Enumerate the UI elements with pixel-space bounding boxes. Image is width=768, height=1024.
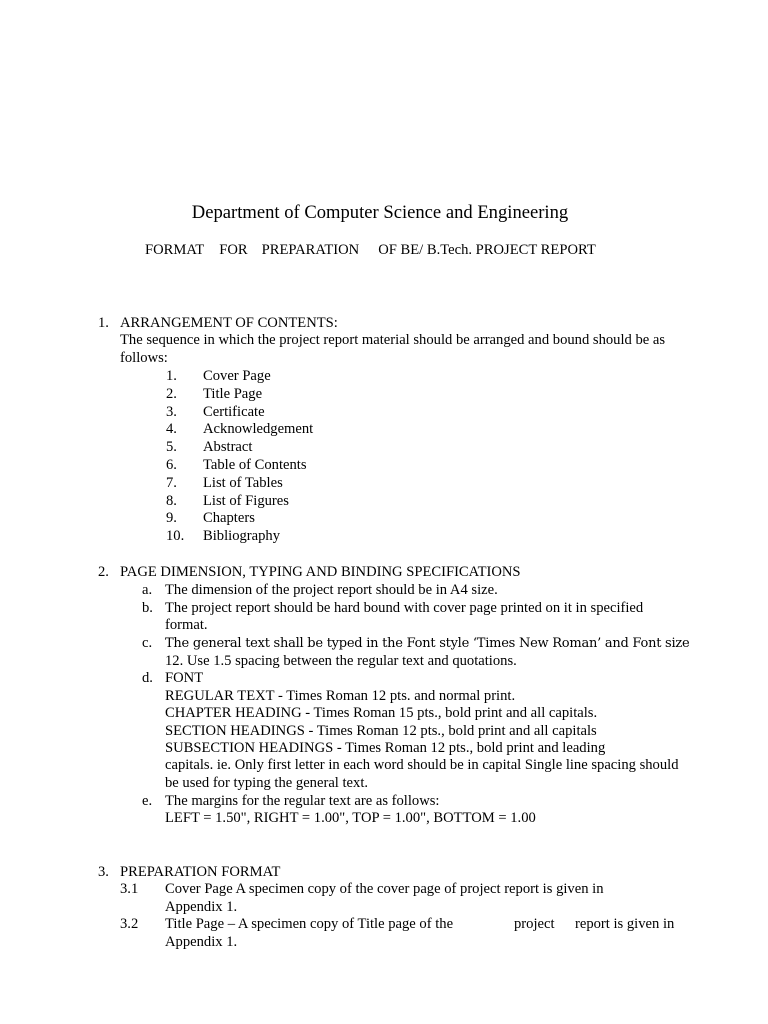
item-text: format. bbox=[165, 617, 208, 633]
item-text: The general text shall be typed in the Font style ‘Times New Roman’ and Font size bbox=[165, 636, 690, 651]
subtitle-part: OF BE/ B.Tech. PROJECT REPORT bbox=[378, 242, 596, 258]
section-1-heading: ARRANGEMENT OF CONTENTS: bbox=[120, 315, 338, 331]
item-text: Title Page – A specimen copy of Title page of the bbox=[165, 916, 454, 932]
item-text: Appendix 1. bbox=[165, 899, 238, 915]
item-text: LEFT = 1.50", RIGHT = 1.00", TOP = 1.00", BOTTOM = 1.00 bbox=[165, 810, 536, 826]
item-text: be used for typing the general text. bbox=[165, 775, 369, 791]
section-3-number: 3. bbox=[98, 864, 109, 880]
section-2-number: 2. bbox=[98, 564, 109, 580]
contents-list-number: 5. bbox=[166, 439, 177, 455]
contents-list-item: Acknowledgement bbox=[203, 421, 314, 437]
contents-list-item: Abstract bbox=[203, 439, 253, 455]
item-letter: c. bbox=[142, 635, 153, 651]
section-1-intro-line: The sequence in which the project report material should be arranged and bound should be as bbox=[120, 332, 666, 348]
item-text: CHAPTER HEADING - Times Roman 15 pts., bold print and all capitals. bbox=[165, 705, 598, 721]
contents-list-number: 8. bbox=[166, 493, 177, 509]
item-letter: b. bbox=[142, 600, 153, 616]
contents-list-item: List of Figures bbox=[203, 493, 289, 509]
contents-list-item: Table of Contents bbox=[203, 457, 307, 473]
contents-list-item: Bibliography bbox=[203, 528, 281, 544]
contents-list-number: 7. bbox=[166, 475, 177, 491]
document-subtitle bbox=[145, 242, 596, 260]
item-text: The dimension of the project report should be in A4 size. bbox=[165, 582, 498, 598]
item-number: 3.1 bbox=[120, 881, 139, 897]
item-text: capitals. ie. Only first letter in each word should be in capital Single line spacing should bbox=[165, 757, 679, 773]
contents-list-number: 2. bbox=[166, 386, 177, 402]
contents-list-number: 1. bbox=[166, 368, 177, 384]
section-1-number: 1. bbox=[98, 315, 109, 331]
section-2-heading: PAGE DIMENSION, TYPING AND BINDING SPECIFICATIONS bbox=[120, 564, 521, 580]
section-3-heading: PREPARATION FORMAT bbox=[120, 864, 281, 880]
item-text: project bbox=[514, 916, 555, 932]
subtitle-part: FOR bbox=[219, 242, 248, 258]
item-text: FONT bbox=[165, 670, 204, 686]
contents-list-number: 10. bbox=[166, 528, 185, 544]
document-title: Department of Computer Science and Engineering bbox=[191, 202, 569, 223]
item-number: 3.2 bbox=[120, 916, 139, 932]
contents-list-item: Title Page bbox=[203, 386, 263, 402]
item-letter: a. bbox=[142, 582, 153, 598]
contents-list-number: 6. bbox=[166, 457, 177, 473]
subtitle-part: PREPARATION bbox=[261, 242, 360, 258]
contents-list-item: Chapters bbox=[203, 510, 255, 526]
contents-list-item: Cover Page bbox=[203, 368, 271, 384]
section-1-intro-line: follows: bbox=[120, 350, 168, 366]
item-text: REGULAR TEXT - Times Roman 12 pts. and normal print. bbox=[165, 688, 516, 704]
subtitle-part: FORMAT bbox=[145, 242, 205, 258]
item-text: Appendix 1. bbox=[165, 934, 238, 950]
contents-list-number: 4. bbox=[166, 421, 177, 437]
item-letter: d. bbox=[142, 670, 153, 686]
contents-list-number: 9. bbox=[166, 510, 177, 526]
item-text: SECTION HEADINGS - Times Roman 12 pts., bold print and all capitals bbox=[165, 723, 597, 739]
contents-list-item: List of Tables bbox=[203, 475, 283, 491]
contents-list-item: Certificate bbox=[203, 404, 265, 420]
item-text: SUBSECTION HEADINGS - Times Roman 12 pts., bold print and leading bbox=[165, 740, 606, 756]
item-text: 12. Use 1.5 spacing between the regular text and quotations. bbox=[165, 653, 517, 669]
item-text: The margins for the regular text are as follows: bbox=[165, 793, 440, 809]
item-text: Cover Page A specimen copy of the cover page of project report is given in bbox=[165, 881, 604, 897]
contents-list-number: 3. bbox=[166, 404, 177, 420]
item-text: The project report should be hard bound with cover page printed on it in specified bbox=[165, 600, 644, 616]
item-text: report is given in bbox=[575, 916, 675, 932]
item-letter: e. bbox=[142, 793, 153, 809]
